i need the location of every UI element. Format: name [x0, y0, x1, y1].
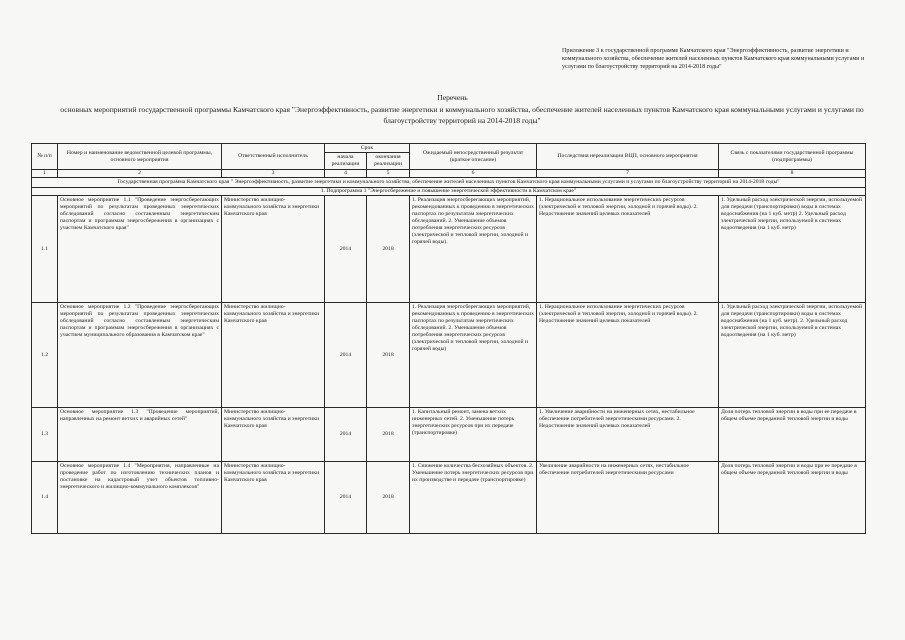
header-end: окончания реализации: [367, 153, 410, 170]
column-number: 6: [410, 170, 537, 178]
row-result: 1. Капитальный ремонт, замена ветхих инженерных сетей. 2. Уменьшение потерь энергетических ресурсов при их передаче (транспортировке): [410, 408, 537, 462]
row-end: 2018: [367, 196, 410, 303]
row-link: 1. Удельный расход электрической энергии, используемой для передачи (транспортировки) воды в системах водоснабжения (на 1 куб. метр). 2. Удельный расход электрической энергии, используемой в системах водоотведения (на 1 куб. метр): [719, 303, 866, 408]
row-executor: Министерство жилищно-коммунального хозяйства и энергетики Камчатского края: [222, 196, 325, 303]
subprogram-title: 1. Подпрограмма 1 "Энергосбережение и повышение энергетической эффективности в Камчатском крае": [32, 188, 866, 196]
row-result: 1. Реализация энергосберегающих мероприятий, рекомендованных к проведению в энергетических паспортах по результатам энергетических обследований. 2. Уменьшение объемов потребления энергетических ресурсов (электрической и тепловой энергии, холодной и горячей воды): [410, 303, 537, 408]
row-name: Основное мероприятие 1.3 "Проведение мероприятий, направленных на ремонт ветхих и аварийных сетей": [58, 408, 222, 462]
row-result: 1. Снижение количества бесхозяйных объектов. 2. Уменьшение потерь энергетических ресурсов при их производстве и передаче (транспортировке): [410, 462, 537, 534]
header-link: Связь с показателями государственной программы (подпрограммы): [719, 144, 866, 170]
table-row: [32, 303, 866, 408]
program-row: [32, 178, 866, 188]
row-num: 1.4: [32, 462, 58, 534]
column-number: 1: [32, 170, 58, 178]
header-result: Ожидаемый непосредственный результат (краткое описание): [410, 144, 537, 170]
row-link: Доля потерь тепловой энергии в воды при ее передаче в общем объеме переданной тепловой энергии и воды: [719, 408, 866, 462]
row-name: Основное мероприятие 1.1 "Проведение энергосберегающих мероприятий по результатам проведенных энергетических обследований согласно составленным энергетическим паспортам и программам энергосбережения в организациях с участием Камчатского края": [58, 196, 222, 303]
row-consequences: 1. Увеличение аварийности на инженерных сетях, нестабильное обеспечение потребителей энергетическими ресурсами. 2. Недостижение значений целевых показателей: [537, 408, 719, 462]
row-num: 1.3: [32, 408, 58, 462]
row-consequences: 1. Нерациональное использование энергетических ресурсов (электрической и тепловой энергии, холодной и горячей воды). 2. Недостижение значений целевых показателей: [537, 196, 719, 303]
row-consequences: 1. Нерациональное использование энергетических ресурсов (электрической и тепловой энергии, холодной и горячей воды). 2. Недостижение значений целевых показателей: [537, 303, 719, 408]
measures-table: [31, 143, 866, 534]
row-num: 1.1: [32, 196, 58, 303]
row-start: 2014: [325, 196, 367, 303]
row-start: 2014: [325, 408, 367, 462]
header-executor: Ответственный исполнитель: [222, 144, 325, 170]
row-result: 1. Реализация энергосберегающих мероприятий, рекомендованных к проведению в энергетических паспортах по результатам энергетических обследований. 2. Уменьшение объемов потребления энергетических ресурсов (электрической и тепловой энергии, холодной и горячей воды).: [410, 196, 537, 303]
row-executor: Министерство жилищно-коммунального хозяйства и энергетики Камчатского края: [222, 408, 325, 462]
header-name: Номер и наименование ведомственной целевой программы, основного мероприятия: [58, 144, 222, 170]
row-link: 1. Удельный расход электрической энергии, используемой для передачи (транспортировки) воды в системах водоснабжения (на 1 куб. метр) 2. Удельный расход электрической энергии, используемой в системах водоотведения (на 1 куб. метр): [719, 196, 866, 303]
row-num: 1.2: [32, 303, 58, 408]
column-number: 4: [325, 170, 367, 178]
document-title: Перечень: [437, 93, 468, 102]
table-row: [32, 408, 866, 462]
header-consequences: Последствия нереализации ВЦП, основного мероприятия: [537, 144, 719, 170]
table-row: [32, 196, 866, 303]
document-subtitle: основных мероприятий государственной программы Камчатского края "Энергоэффективность, развитие энергетики и коммунального хозяйства, обеспечение жителей населенных пунктов Камчатского края коммунальными услугами и услугами по благоустройству территорий на 2014-2018 годы": [60, 105, 864, 125]
column-number: 5: [367, 170, 410, 178]
program-title: Государственная программа Камчатского края " Энергоэффективность, развитие энергетики и коммунального хозяйства, обеспечение жителей населенных пунктов Камчатского края коммунальными услугами и услугами по благоустройству территорий на 2014-2018 годы": [32, 178, 866, 188]
column-number-row: [32, 170, 866, 178]
row-start: 2014: [325, 462, 367, 534]
row-consequences: Увеличение аварийности на инженерных сетях, нестабильное обеспечение потребителей энергетическими ресурсами: [537, 462, 719, 534]
row-executor: Министерство жилищно-коммунального хозяйства и энергетики Камчатского края: [222, 462, 325, 534]
header-row: [32, 144, 866, 153]
row-link: Доля потерь тепловой энергии и воды при ее передаче в общем объеме переданной тепловой энергии и воды: [719, 462, 866, 534]
appendix-note: Приложение 3 к государственной программе Камчатского края "Энергоэффективность, развитие энергетики и коммунального хозяйства, обеспечение жителей населенных пунктов Камчатского края коммунальными услугами и услугами по благоустройству территорий на 2014-2018 годы": [562, 48, 865, 71]
row-name: Основное мероприятие 1.2 "Проведение энергосберегающих мероприятий по результатам проведенных энергетических обследований согласно составленным энергетическим паспортам и программам энергосбережения в организациях с участием муниципального образования в Камчатском крае": [58, 303, 222, 408]
row-start: 2014: [325, 303, 367, 408]
column-number: 7: [537, 170, 719, 178]
header-start: начала реализации: [325, 153, 367, 170]
header-term: Срок: [325, 144, 410, 153]
header-num: № п/п: [32, 144, 58, 170]
column-number: 2: [58, 170, 222, 178]
row-end: 2018: [367, 303, 410, 408]
column-number: 3: [222, 170, 325, 178]
table-row: [32, 462, 866, 534]
column-number: 8: [719, 170, 866, 178]
row-end: 2018: [367, 462, 410, 534]
subprogram-row: [32, 188, 866, 196]
row-end: 2018: [367, 408, 410, 462]
row-executor: Министерство жилищно-коммунального хозяйства и энергетики Камчатского края: [222, 303, 325, 408]
row-name: Основное мероприятие 1.4 "Мероприятия, направленные на проведение работ по изготовлению технических планов и постановке на кадастровый учет объектов топливно-энергетического и жилищно-коммунального комплексов": [58, 462, 222, 534]
